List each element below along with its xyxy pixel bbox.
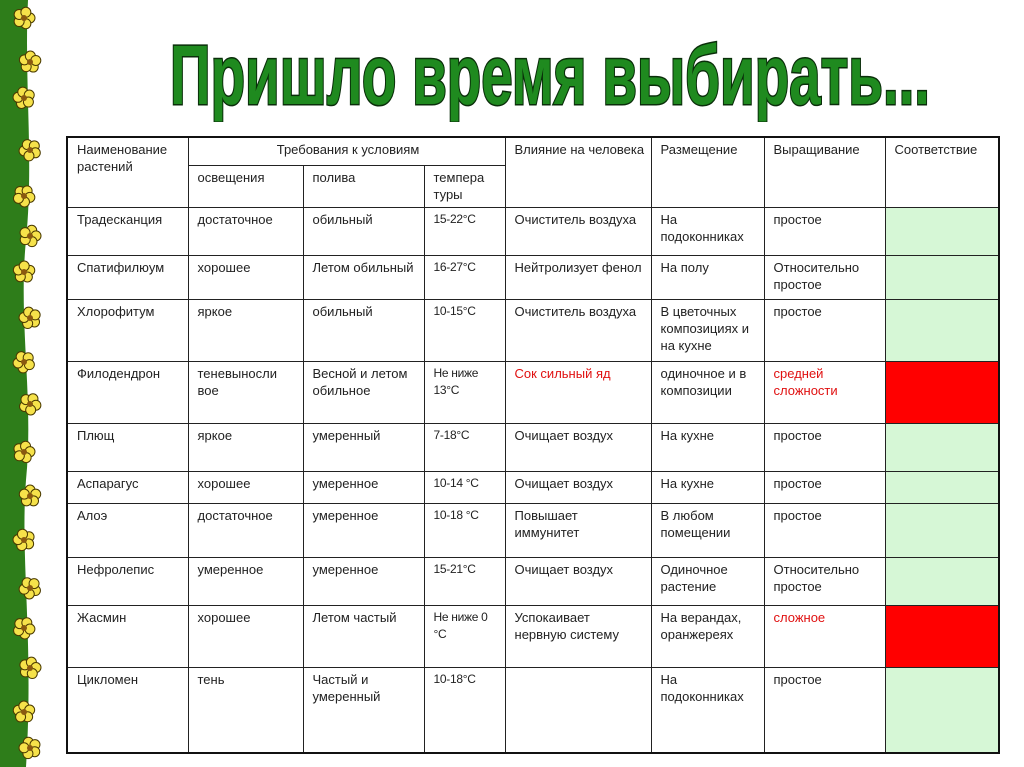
plant-table [66,136,1000,754]
influence-cell: Очиститель воздуха [505,299,651,361]
placement-cell: На кухне [651,423,764,471]
temperature-cell: 16-27°C [424,255,505,299]
header-growing: Выращивание [764,137,885,207]
growing-cell: простое [764,207,885,255]
placement-cell: На подоконниках [651,207,764,255]
growing-cell: сложное [764,605,885,667]
placement-cell: В любом помещении [651,503,764,557]
match-cell-bad [885,361,999,423]
plant-name-cell: Алоэ [67,503,188,557]
table-row [67,423,999,471]
flower-icon [14,618,35,639]
lighting-cell: хорошее [188,471,303,503]
header-row [67,137,999,165]
temperature-cell: 10-15°C [424,299,505,361]
temperature-cell: Не ниже 0 °C [424,605,505,667]
lighting-cell: достаточное [188,503,303,557]
lighting-cell: хорошее [188,255,303,299]
placement-cell: На верандах, оранжереях [651,605,764,667]
influence-cell [505,667,651,753]
temperature-cell: 10-18°C [424,667,505,753]
match-cell-bad [885,605,999,667]
table-row [67,605,999,667]
placement-cell: Одиночное растение [651,557,764,605]
plant-name-cell: Хлорофитум [67,299,188,361]
plant-name-cell: Спатифилюум [67,255,188,299]
temperature-cell: 15-22°C [424,207,505,255]
plant-name-cell: Аспарагус [67,471,188,503]
watering-cell: Весной и летом обильное [303,361,424,423]
lighting-cell: теневыносли вое [188,361,303,423]
header-match: Соответствие [885,137,999,207]
influence-cell: Очищает воздух [505,471,651,503]
header-placement: Размещение [651,137,764,207]
match-cell-ok [885,503,999,557]
flower-icon [20,657,41,678]
page-title-text: Пришло время выбирать... [170,28,930,122]
placement-cell: На полу [651,255,764,299]
plant-name-cell: Традесканция [67,207,188,255]
temperature-cell: 7-18°C [424,423,505,471]
table-row [67,503,999,557]
watering-cell: обильный [303,207,424,255]
lighting-cell: яркое [188,299,303,361]
header-watering: полива [303,165,424,207]
table-row [67,207,999,255]
temperature-cell: 10-18 °C [424,503,505,557]
lighting-cell: умеренное [188,557,303,605]
placement-cell: На подоконниках [651,667,764,753]
influence-cell: Очищает воздух [505,557,651,605]
match-cell-ok [885,255,999,299]
header-influence: Влияние на человека [505,137,651,207]
flower-icon [14,441,35,462]
match-cell-ok [885,299,999,361]
plant-name-cell: Цикломен [67,667,188,753]
watering-cell: обильный [303,299,424,361]
plant-name-cell: Нефролепис [67,557,188,605]
page-title [150,10,950,122]
influence-cell: Нейтролизует фенол [505,255,651,299]
match-cell-ok [885,207,999,255]
placement-cell: В цветочных композициях и на кухне [651,299,764,361]
growing-cell: простое [764,503,885,557]
temperature-cell: Не ниже 13°C [424,361,505,423]
watering-cell: Частый и умеренный [303,667,424,753]
influence-cell: Сок сильный яд [505,361,651,423]
temperature-cell: 10-14 °C [424,471,505,503]
placement-cell: одиночное и в композиции [651,361,764,423]
match-cell-ok [885,423,999,471]
lighting-cell: яркое [188,423,303,471]
table-row [67,471,999,503]
growing-cell: Относительно простое [764,557,885,605]
watering-cell: умеренный [303,423,424,471]
watering-cell: умеренное [303,557,424,605]
influence-cell: Очиститель воздуха [505,207,651,255]
growing-cell: простое [764,423,885,471]
plant-name-cell: Плющ [67,423,188,471]
watering-cell: умеренное [303,471,424,503]
influence-cell: Успокаивает нервную систему [505,605,651,667]
flower-icon [20,225,41,246]
table-row [67,557,999,605]
growing-cell: простое [764,299,885,361]
temperature-cell: 15-21°C [424,557,505,605]
watering-cell: Летом частый [303,605,424,667]
header-lighting: освещения [188,165,303,207]
match-cell-ok [885,471,999,503]
lighting-cell: достаточное [188,207,303,255]
growing-cell: простое [764,667,885,753]
table-row [67,255,999,299]
header-name: Наименование растений [67,137,188,207]
placement-cell: На кухне [651,471,764,503]
table-row [67,667,999,753]
header-requirements: Требования к условиям [188,137,505,165]
match-cell-ok [885,667,999,753]
watering-cell: умеренное [303,503,424,557]
watering-cell: Летом обильный [303,255,424,299]
plant-name-cell: Филодендрон [67,361,188,423]
lighting-cell: хорошее [188,605,303,667]
plant-name-cell: Жасмин [67,605,188,667]
growing-cell: средней сложности [764,361,885,423]
growing-cell: простое [764,471,885,503]
influence-cell: Повышает иммунитет [505,503,651,557]
influence-cell: Очищает воздух [505,423,651,471]
match-cell-ok [885,557,999,605]
table-row [67,299,999,361]
flower-icon [14,7,35,28]
growing-cell: Относительно простое [764,255,885,299]
header-temperature: темпера туры [424,165,505,207]
table-row [67,361,999,423]
lighting-cell: тень [188,667,303,753]
flower-border [0,0,46,767]
